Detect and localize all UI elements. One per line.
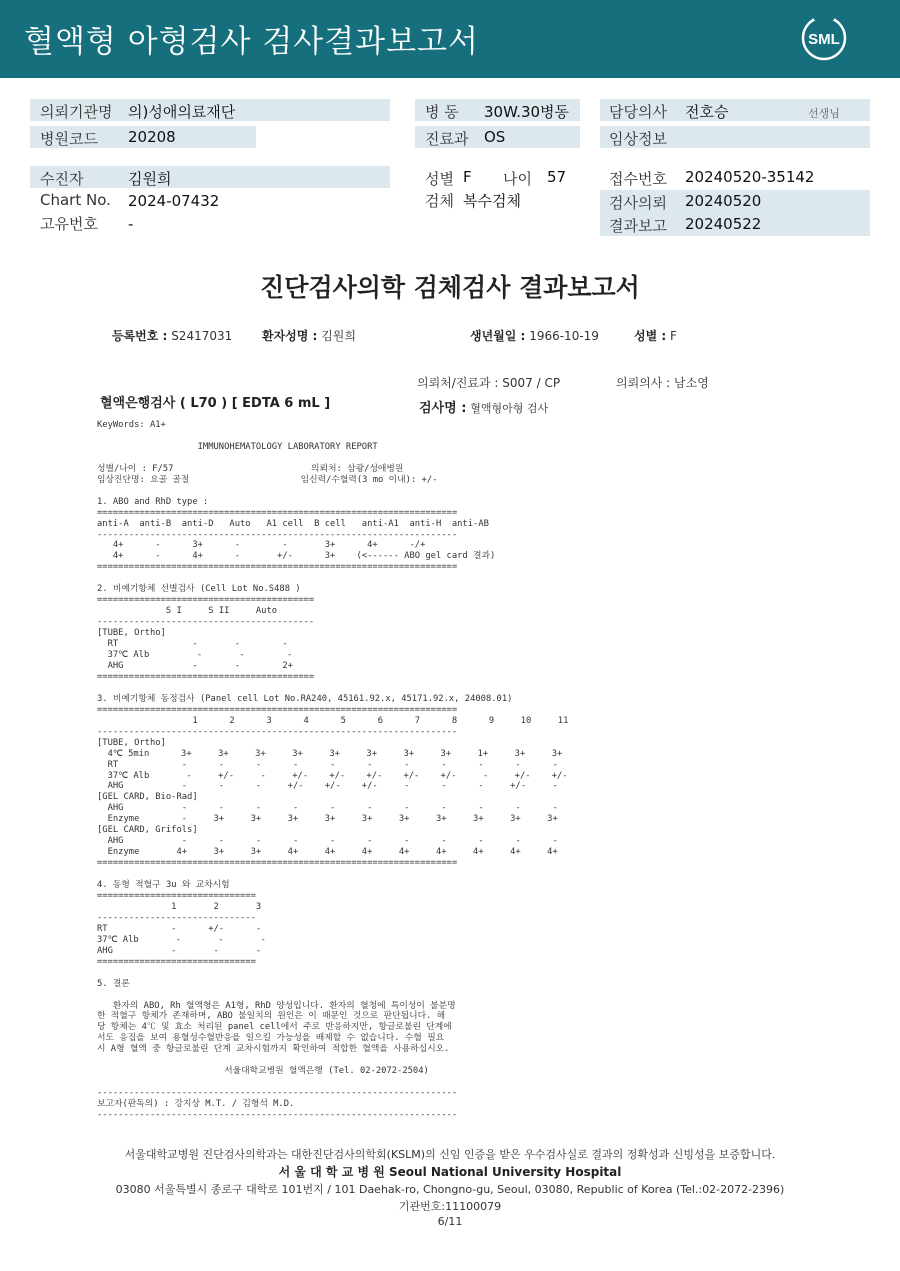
- report-label: 결과보고: [609, 217, 667, 235]
- report-title: 진단검사의학 검체검사 결과보고서: [260, 273, 640, 302]
- request-value: 20240520: [685, 192, 762, 210]
- page-title: 혈액형 아형검사 검사결과보고서: [24, 24, 479, 60]
- registration-row: [112, 327, 232, 344]
- dob-row: [470, 327, 599, 344]
- doctor-suffix: 선생님: [808, 107, 840, 120]
- doc-sex-row: [634, 327, 677, 344]
- ward-value: 30W.30병동: [484, 103, 570, 121]
- sex-value: F: [463, 168, 472, 186]
- referral-doctor-line: 의뢰의사 : 남소영: [616, 376, 709, 390]
- specimen-label: 검체: [425, 192, 454, 210]
- clinical-label: 임상정보: [609, 130, 667, 148]
- doc-sex-label: 성별 :: [634, 329, 667, 343]
- patient-name-row: [262, 327, 356, 344]
- hospital-code-label: 병원코드: [40, 130, 98, 148]
- doctor-value: 전호승: [685, 103, 729, 121]
- ward-label: 병 동: [425, 103, 459, 121]
- unique-value: -: [128, 215, 134, 233]
- dept-value: OS: [484, 128, 506, 146]
- doctor-label: 담당의사: [609, 103, 667, 121]
- referral-line: 의뢰처/진료과 : S007 / CP: [417, 376, 561, 390]
- logo-text: SML: [808, 31, 840, 48]
- header-bar: [0, 0, 900, 78]
- age-label: 나이: [503, 170, 532, 188]
- reg-value: S2417031: [171, 329, 233, 343]
- patient-value: 김원희: [128, 170, 172, 188]
- lab-report-body: KeyWords: A1+ IMMUNOHEMATOLOGY LABORATORY REPORT 성별/나이 : F/57 의뢰처: 삼광/성애병원 임상진단명: 요골 골절 임신력/수혈력(3 mo 이내): +/- 1. ABO and RhD type : ==================================================================== anti-A anti-B anti-D Auto A1 cell B cell anti-A1 anti-H anti-AB -------------------------------------------------------------------- 4+ - 3+ - - 3+ 4+ -/+ 4+ - 4+ - +/- 3+ (<------ ABO gel card 결과) ==================================================================== 2. 비예기항체 선별검사 (Cell Lot No.S488 ) ========================================= S I S II Auto ----------------------------------------- [TUBE, Ortho] RT - - - 37℃ Alb - - - AHG - - 2+ ========================================= 3. 비예기항체 동정검사 (Panel cell Lot No.RA240, 45161.92.x, 45171.92.x, 24008.01) ==================================================================== 1 2 3 4 5 6 7 8 9 10 11 -------------------------------------------------------------------- [TUBE, Ortho] 4℃ 5min 3+ 3+ 3+ 3+ 3+ 3+ 3+ 3+ 1+ 3+ 3+ RT - - - - - - - - - - - 37℃ Alb - +/- - +/- +/- +/- +/- +/- - +/- +/- AHG - - - +/- +/- +/- - - - +/- - [GEL CARD, Bio-Rad] AHG - - - - - - - - - - - Enzyme - 3+ 3+ 3+ 3+ 3+ 3+ 3+ 3+ 3+ 3+ [GEL CARD, Grifols] AHG - - - - - - - - - - - Enzyme 4+ 3+ 3+ 4+ 4+ 4+ 4+ 4+ 4+ 4+ 4+ ==================================================================== 4. 동형 적혈구 3u 와 교차시험 ============================== 1 2 3 ------------------------------ RT - +/- - 37℃ Alb - - - AHG - - - ============================== 5. 결론 환자의 ABO, Rh 혈액형은 A1형, RhD 양성입니다. 환자의 혈청에 특이성이 불분명 한 적혈구 항체가 존재하며, ABO 불일치의 원인은 이 때문인 것으로 판단됩니다. 해 당 항체는 4℃ 및 효소 처리된 panel cell에서 주로 반응하지만, 항글로불린 단계에 서도 응집을 보여 용혈성수혈반응을 일으킬 가능성을 배제할 수 없습니다. 수혈 필요 시 A형 혈액 중 항글로불린 단계 교차시험까지 확인하여 적합한 혈액을 사용하십시오. 서울대학교병원 혈액은행 (Tel. 02-2072-2504) -------------------------------------------------------------------- 보고자(판독의) : 강지상 M.T. / 김형석 M.D. --------------------------------------------------------------------: [97, 420, 569, 1121]
- reg-label: 등록번호 :: [112, 329, 168, 343]
- report-value: 20240522: [685, 215, 762, 233]
- unique-label: 고유번호: [40, 215, 98, 233]
- certification-text: 서울대학교병원 진단검사의학과는 대한진단검사의학회(KSLM)의 신임 인증을 받은 우수검사실로 결과의 정확성과 신빙성을 보증합니다.: [124, 1148, 776, 1161]
- hospital-code-value: 20208: [128, 128, 176, 146]
- dept-label: 진료과: [425, 130, 469, 148]
- institution-code: 기관번호:11100079: [398, 1200, 502, 1213]
- pname-value: 김원희: [321, 329, 356, 343]
- patient-bar: [30, 166, 390, 188]
- testname-label: 검사명 :: [419, 401, 467, 416]
- chart-value: 2024-07432: [128, 192, 220, 210]
- test-main: 혈액은행검사 ( L70 ) [ EDTA 6 mL ]: [100, 396, 331, 411]
- chart-label: Chart No.: [40, 191, 111, 209]
- page-number: 6/11: [437, 1215, 463, 1228]
- institution-label: 의뢰기관명: [40, 103, 113, 121]
- doc-sex-value: F: [670, 329, 677, 343]
- sex-label: 성별: [425, 170, 454, 188]
- pname-label: 환자성명 :: [262, 329, 318, 343]
- institution-value: 의)성애의료재단: [128, 103, 236, 121]
- age-value: 57: [547, 168, 567, 186]
- dob-value: 1966-10-19: [529, 329, 599, 343]
- patient-label: 수진자: [40, 170, 84, 188]
- specimen-value: 복수검체: [463, 192, 521, 210]
- hospital-name: 서 울 대 학 교 병 원 Seoul National University Hospital: [278, 1165, 622, 1179]
- testname-row: [419, 397, 548, 416]
- request-label: 검사의뢰: [609, 194, 667, 212]
- testname-value: 혈액형아형 검사: [470, 402, 549, 415]
- hospital-address: 03080 서울특별시 종로구 대학로 101번지 / 101 Daehak-ro, Chongno-gu, Seoul, 03080, Republic of Korea (Tel.:02-2072-2396): [115, 1183, 785, 1196]
- sml-logo-icon: [800, 14, 848, 62]
- dob-label: 생년월일 :: [470, 329, 526, 343]
- receipt-label: 접수번호: [609, 170, 667, 188]
- receipt-value: 20240520-35142: [685, 168, 815, 186]
